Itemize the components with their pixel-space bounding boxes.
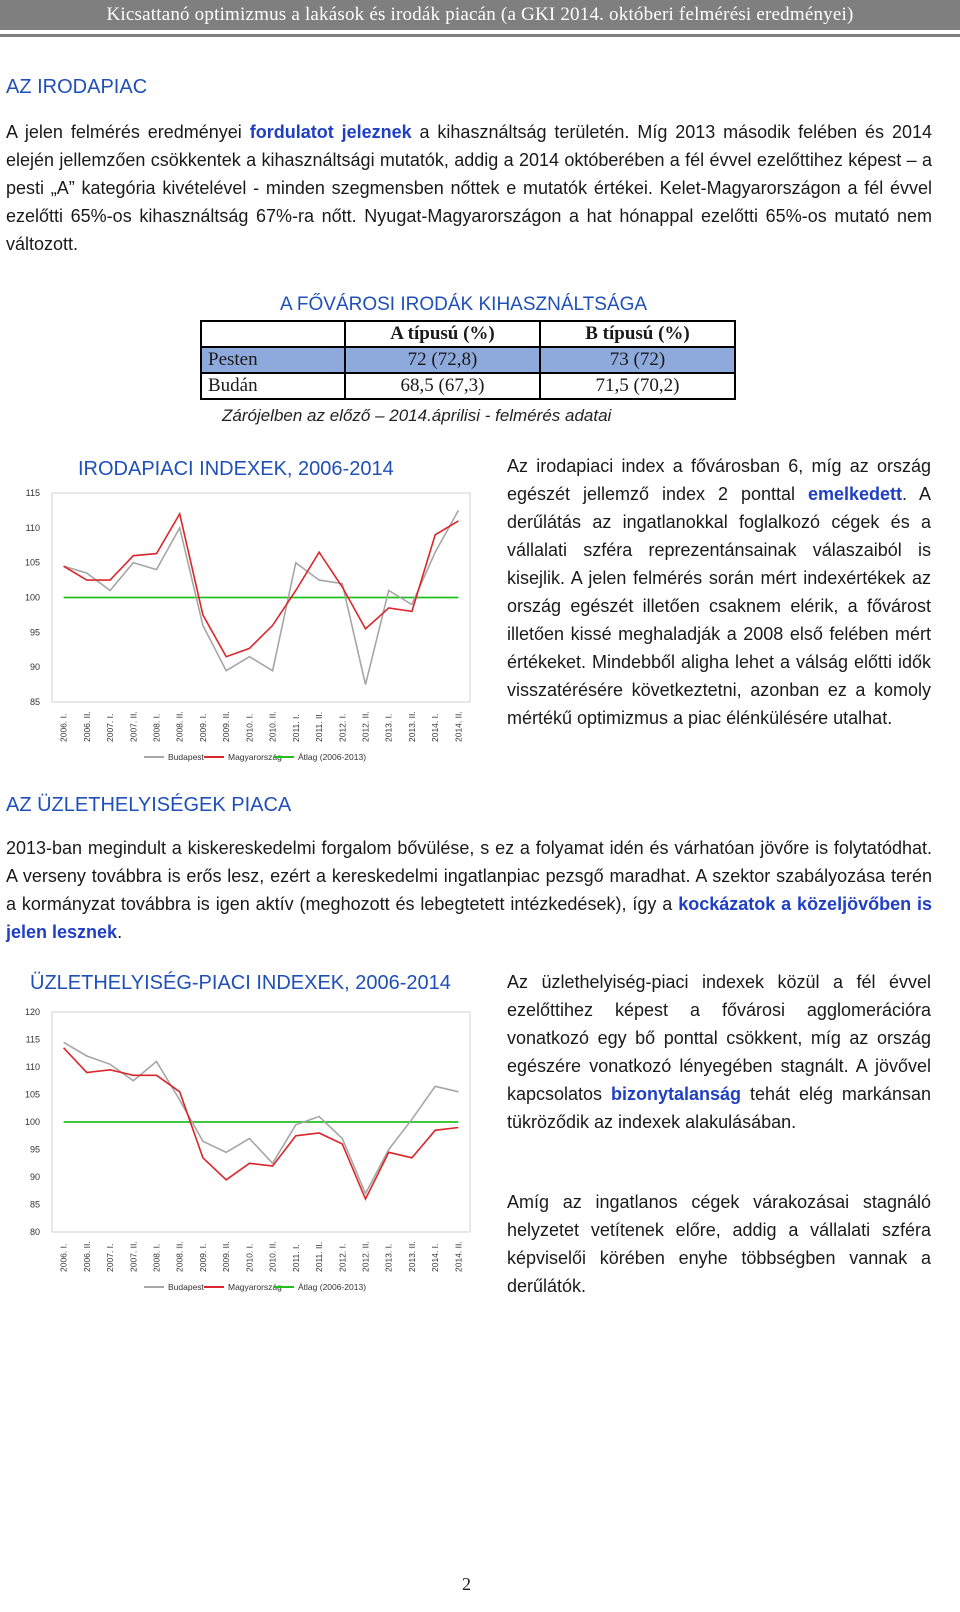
col-a-header: A típusú (%) <box>345 321 540 347</box>
retail-side-highlight: bizonytalanság <box>611 1084 742 1104</box>
y-tick-label: 115 <box>25 488 40 498</box>
x-tick-label: 2011. II. <box>314 1241 325 1272</box>
x-tick-label: 2013. I. <box>383 1243 394 1272</box>
table-header-row <box>201 321 735 347</box>
retail-side-text-2: Amíg az ingatlanos cégek várakozásai stagnáló helyzetet vetítenek előre, addig a vállalati szféra képviselői körében enyhe többségben vannak a derűlátók. <box>507 1192 931 1296</box>
y-tick-label: 90 <box>29 1172 40 1182</box>
x-tick-label: 2014. II. <box>453 1241 464 1272</box>
x-tick-label: 2010. I. <box>244 713 255 742</box>
y-tick-label: 100 <box>24 1117 40 1127</box>
y-tick-label: 110 <box>25 1062 40 1072</box>
x-tick-label: 2006. II. <box>81 1241 92 1272</box>
office-side-highlight: emelkedett <box>807 484 903 504</box>
x-tick-label: 2010. II. <box>267 1241 278 1272</box>
legend-label: Átlag (2006-2013) <box>298 1282 367 1292</box>
x-tick-label: 2014. II. <box>453 711 464 742</box>
x-tick-label: 2006. II. <box>81 711 92 742</box>
x-tick-label: 2012. I. <box>337 713 348 742</box>
legend-label: Magyarország <box>228 752 282 762</box>
x-tick-label: 2006. I. <box>58 1243 69 1272</box>
y-tick-label: 120 <box>24 1007 40 1017</box>
retail-index-chart <box>20 1002 480 1308</box>
col-b-header: B típusú (%) <box>540 321 735 347</box>
x-tick-label: 2008. II. <box>174 1241 185 1272</box>
chart2-title: ÜZLETHELYISÉG-PIACI INDEXEK, 2006-2014 <box>30 972 451 994</box>
utilization-table <box>200 320 736 400</box>
x-tick-label: 2007. II. <box>128 711 139 742</box>
row-label: Budán <box>201 373 345 399</box>
office-highlight: fordulatot jeleznek <box>249 122 412 142</box>
y-tick-label: 80 <box>29 1227 40 1237</box>
y-tick-label: 105 <box>24 1089 40 1100</box>
y-tick-label: 95 <box>29 627 40 638</box>
table-row <box>201 347 735 373</box>
x-tick-label: 2007. II. <box>128 1241 139 1272</box>
row-b-value: 73 (72) <box>540 347 735 373</box>
chart1-title: IRODAPIACI INDEXEK, 2006-2014 <box>78 458 394 480</box>
x-tick-label: 2010. I. <box>244 1243 255 1272</box>
x-tick-label: 2014. I. <box>430 713 441 742</box>
x-tick-label: 2008. I. <box>151 1243 162 1272</box>
x-tick-label: 2012. II. <box>360 1241 371 1272</box>
x-tick-label: 2008. I. <box>151 713 162 742</box>
x-tick-label: 2009. II. <box>221 1241 232 1272</box>
row-a-value: 72 (72,8) <box>345 347 540 373</box>
series-line <box>64 1042 459 1193</box>
x-tick-label: 2013. II. <box>406 1241 417 1272</box>
y-tick-label: 95 <box>29 1144 40 1155</box>
series-line <box>64 1048 459 1199</box>
row-a-value: 68,5 (67,3) <box>345 373 540 399</box>
table-row <box>201 373 735 399</box>
utilization-table-title: A FŐVÁROSI IRODÁK KIHASZNÁLTSÁGA <box>280 294 648 315</box>
row-label: Pesten <box>201 347 345 373</box>
x-tick-label: 2013. II. <box>406 711 417 742</box>
running-header-title: Kicsattanó optimizmus a lakások és irodák piacán (a GKI 2014. októberi felmérési eredményei) <box>106 4 854 25</box>
y-tick-label: 85 <box>29 1199 40 1210</box>
office-paragraph: A jelen felmérés eredményei fordulatot jeleznek a kihasználtság területén. Míg 2013 második felében és 2014 elején jellemzően csökkentek a kihasználtsági mutatók, addig a 2014 októberében a fél évvel ezelőttihez képest – a pesti „A” kategória kivételével - minden szegmensben nőttek e mutatók értékei. Kelet-Magyarországon a fél évvel ezelőtti 65%-os kihasználtság 67%-ra nőtt. Nyugat-Magyarországon a hat hónappal ezelőtti 65%-os mutató nem változott. <box>6 122 932 254</box>
row-b-value: 71,5 (70,2) <box>540 373 735 399</box>
x-tick-label: 2006. I. <box>58 713 69 742</box>
x-tick-label: 2009. II. <box>221 711 232 742</box>
y-tick-label: 100 <box>24 592 40 603</box>
retail-side-text-1: Az üzlethelyiség-piaci indexek közül a fél évvel ezelőttihez képest a fővárosi agglomerációra vonatkozó egy bő ponttal csökkent, míg az ország egészére vonatkozó lényegében stagnált. A jövővel kapcsolatos bizonytalanság tehát elég markánsan tükröződik az indexek alakulásában. <box>507 972 931 1132</box>
x-tick-label: 2013. I. <box>383 713 394 742</box>
retail-highlight: kockázatok a közeljövőben is jelen lesznek <box>6 894 932 942</box>
x-tick-label: 2012. I. <box>337 1243 348 1272</box>
retail-paragraph: 2013-ban megindult a kiskereskedelmi forgalom bővülése, s ez a folyamat idén és várhatóan jövőre is folytatódhat. A verseny továbbra is erős lesz, ezért a kereskedelmi ingatlanpiac pezsgő maradhat. A szektor szabályozása terén a kormányzat továbbra is igen aktív (meghozott és lebegtetett intézkedések), így a kockázatok a közeljövőben is jelen lesznek. <box>6 838 932 942</box>
x-tick-label: 2011. II. <box>314 711 325 742</box>
table-corner <box>201 321 345 347</box>
legend-label: Budapest <box>168 1282 204 1292</box>
section-heading-retail: AZ ÜZLETHELYISÉGEK PIACA <box>6 794 292 816</box>
x-tick-label: 2014. I. <box>430 1243 441 1272</box>
office-side-text: Az irodapiaci index a fővárosban 6, míg az ország egészét jellemző index 2 ponttal emelkedett. A derűlátás az ingatlanokkal foglalkozó cégek és a vállalati szféra reprezentánsainak válaszaiból is kisejlik. A jelen felmérés során mért indexértékek az ország egészét illetően csaknem elérik, a fővárost illetően kissé meghaladják a 2008 első felében mért értékeket. Mindebből aligha lehet a válság előtti idők visszatérésére következtetni, azonban ez a komoly mértékű optimizmus a piac élénkülésére utalhat. <box>507 456 931 728</box>
legend-label: Átlag (2006-2013) <box>298 752 367 762</box>
x-tick-label: 2011. I. <box>290 1244 301 1272</box>
x-tick-label: 2007. I. <box>105 713 116 742</box>
y-tick-label: 85 <box>29 697 40 707</box>
y-tick-label: 110 <box>25 522 40 533</box>
y-tick-label: 115 <box>25 1034 40 1045</box>
legend-label: Budapest <box>168 752 204 762</box>
x-tick-label: 2012. II. <box>360 711 371 742</box>
header-divider <box>0 34 960 37</box>
series-line <box>64 514 459 657</box>
y-tick-label: 90 <box>29 662 40 673</box>
x-tick-label: 2010. II. <box>267 711 278 742</box>
legend-label: Magyarország <box>228 1282 282 1292</box>
x-tick-label: 2009. I. <box>197 713 208 742</box>
x-tick-label: 2011. I. <box>290 714 301 742</box>
y-tick-label: 105 <box>24 557 40 568</box>
x-tick-label: 2008. II. <box>174 711 185 742</box>
x-tick-label: 2007. I. <box>105 1243 116 1272</box>
section-heading-office: AZ IRODAPIAC <box>6 76 148 98</box>
office-index-chart <box>20 488 480 778</box>
page-number: 2 <box>462 1574 471 1594</box>
x-tick-label: 2009. I. <box>197 1243 208 1272</box>
table-caption: Zárójelben az előző – 2014.áprilisi - felmérés adatai <box>222 406 612 425</box>
